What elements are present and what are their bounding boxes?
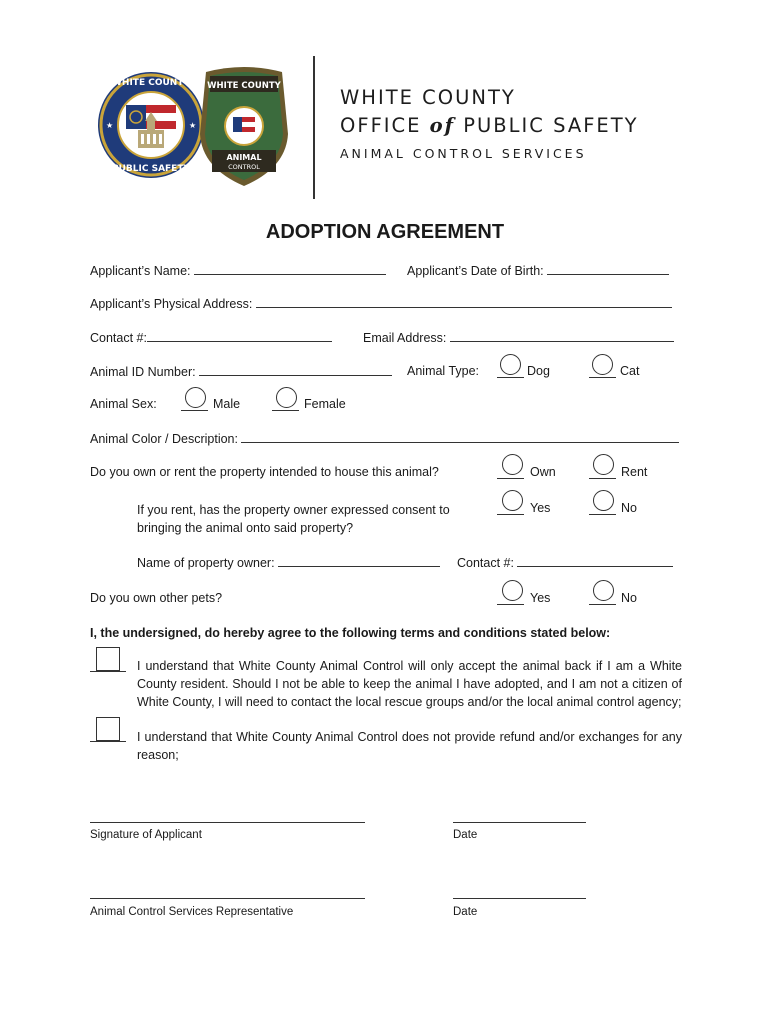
animal-id-line[interactable] <box>199 364 392 376</box>
email-field[interactable]: Email Address: <box>363 330 674 345</box>
applicant-name-field[interactable]: Applicant’s Name: <box>90 263 386 278</box>
document-title: ADOPTION AGREEMENT <box>265 221 505 243</box>
address-line[interactable] <box>256 296 672 308</box>
applicant-signature-line[interactable] <box>90 822 365 823</box>
svg-text:CONTROL: CONTROL <box>228 163 260 171</box>
rent-label: Rent <box>621 465 648 479</box>
cat-label: Cat <box>620 364 640 378</box>
dob-line[interactable] <box>547 263 669 275</box>
rent-radio[interactable] <box>593 454 614 475</box>
contact-line[interactable] <box>147 330 332 342</box>
animal-color-field[interactable]: Animal Color / Description: <box>90 431 679 446</box>
date-1-line[interactable] <box>453 822 586 823</box>
svg-text:★: ★ <box>106 121 114 130</box>
header-line2: OFFICE of PUBLIC SAFETY <box>340 114 639 137</box>
owner-name-line[interactable] <box>278 555 440 567</box>
logo-area <box>96 64 296 194</box>
own-label: Own <box>530 465 556 479</box>
term-1-text: I understand that White County Animal Control will only accept the animal back if I am a White County resident. Should I not be able to keep the animal I have adopted, and I am not a citizen of White County, I will need to contact the local rescue groups and/or the local animal control agency; <box>137 659 682 709</box>
date-1-label: Date <box>453 829 478 841</box>
owner-contact-field[interactable]: Contact #: <box>457 555 673 570</box>
header-line3: ANIMAL CONTROL SERVICES <box>340 146 587 161</box>
header-divider <box>313 56 315 199</box>
male-radio[interactable] <box>185 387 206 408</box>
pets-yes-radio[interactable] <box>502 580 523 601</box>
svg-text:ANIMAL: ANIMAL <box>226 153 262 162</box>
email-line[interactable] <box>450 330 674 342</box>
consent-no-radio[interactable] <box>593 490 614 511</box>
dog-radio[interactable] <box>500 354 521 375</box>
animal-type-label: Animal Type: <box>407 364 480 378</box>
term-1-checkbox[interactable] <box>96 647 120 671</box>
svg-text:WHITE COUNTY: WHITE COUNTY <box>112 78 190 88</box>
dog-label: Dog <box>527 364 550 378</box>
consent-question: If you rent, has the property owner expressed consent to bringing the animal onto said property? <box>137 503 450 535</box>
animal-sex-label: Animal Sex: <box>90 397 157 411</box>
date-2-label: Date <box>453 906 478 918</box>
applicant-signature-label: Signature of Applicant <box>90 829 202 841</box>
header-text <box>340 86 639 161</box>
animal-color-line[interactable] <box>241 431 679 443</box>
address-field[interactable]: Applicant’s Physical Address: <box>90 296 672 311</box>
date-2-line[interactable] <box>453 898 586 899</box>
pets-no-radio[interactable] <box>593 580 614 601</box>
terms-intro: I, the undersigned, do hereby agree to the following terms and conditions stated below: <box>90 626 611 640</box>
cat-radio[interactable] <box>592 354 613 375</box>
female-label: Female <box>304 397 346 411</box>
term-2-text: I understand that White County Animal Control does not provide refund and/or exchanges for any reason; <box>137 730 682 762</box>
animal-id-field[interactable]: Animal ID Number: <box>90 364 392 379</box>
consent-yes-radio[interactable] <box>502 490 523 511</box>
term-2-checkbox[interactable] <box>96 717 120 741</box>
svg-text:★: ★ <box>189 121 197 130</box>
owner-contact-line[interactable] <box>517 555 673 567</box>
representative-signature-label: Animal Control Services Representative <box>90 906 294 918</box>
applicant-name-line[interactable] <box>194 263 386 275</box>
animal-control-badge <box>196 64 292 188</box>
consent-no-label: No <box>621 501 637 515</box>
own-radio[interactable] <box>502 454 523 475</box>
own-rent-question: Do you own or rent the property intended to house this animal? <box>90 465 439 479</box>
svg-text:PUBLIC SAFETY: PUBLIC SAFETY <box>112 164 190 174</box>
public-safety-seal <box>96 70 206 180</box>
pets-yes-label: Yes <box>530 591 551 605</box>
male-label: Male <box>213 397 241 411</box>
consent-yes-label: Yes <box>530 501 551 515</box>
representative-signature-line[interactable] <box>90 898 365 899</box>
female-radio[interactable] <box>276 387 297 408</box>
dob-field[interactable]: Applicant’s Date of Birth: <box>407 263 669 278</box>
contact-field[interactable]: Contact #: <box>90 330 332 345</box>
other-pets-question: Do you own other pets? <box>90 591 223 605</box>
owner-name-field[interactable]: Name of property owner: <box>137 555 440 570</box>
header-line1: WHITE COUNTY <box>340 86 516 109</box>
pets-no-label: No <box>621 591 637 605</box>
svg-text:WHITE COUNTY: WHITE COUNTY <box>207 81 281 91</box>
